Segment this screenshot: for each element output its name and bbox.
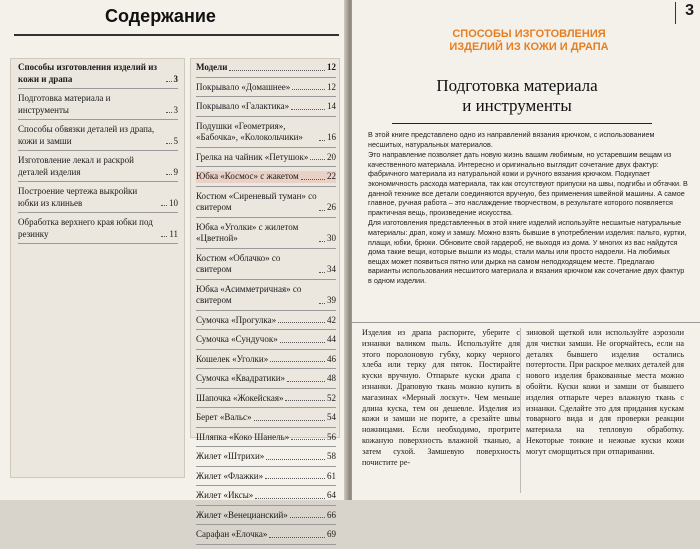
- toc-entry-page: 61: [327, 470, 336, 481]
- body-column-right: зиновой щеткой или используйте аэрозоли для чистки замши. Не огорчайтесь, если на деталях бывшего изделия остались потертости. При раскрое мелких деталей для нового изделия бракованные места можно обойти. Куски кожи и замши от бывшего изделия отпарьте через влажную ткань с изнанки. Сделайте это для придания кускам товарного вида и для проверки реакции материала на тепловую обработку. Некоторые тонкие и нежные куски кожи могут сморщиться при отпаривании.: [526, 328, 684, 456]
- toc-column-methods: [18, 62, 178, 248]
- toc-separator: [196, 368, 336, 369]
- toc-entry-label: Жилет «Штрихи»: [196, 451, 265, 461]
- toc-leader-dots: [290, 517, 325, 518]
- toc-entry-page: 46: [327, 353, 336, 364]
- toc-entry: [18, 93, 178, 116]
- toc-separator: [18, 119, 178, 120]
- toc-entry: [196, 393, 336, 405]
- toc-entry: [196, 171, 336, 183]
- toc-entry-label: Обработка верхнего края юбки под резинку: [18, 217, 153, 239]
- toc-entry-label: Сарафан «Елочка»: [196, 529, 268, 539]
- toc-entry-page: 42: [327, 314, 336, 325]
- toc-leader-dots: [269, 537, 325, 538]
- toc-entry-page: 22: [327, 171, 336, 181]
- toc-entry-page: 10: [169, 197, 178, 208]
- toc-separator: [196, 96, 336, 97]
- toc-leader-dots: [287, 381, 325, 382]
- toc-separator: [18, 243, 178, 244]
- column-middle-rule: [520, 328, 521, 493]
- intro-paragraph: В этой книге представлено одно из направлений вязания крючком, с использованием несшитых, натуральных материалов.: [368, 130, 655, 149]
- toc-entry-label: Подготовка материала и инструменты: [18, 93, 111, 115]
- toc-leader-dots: [319, 241, 325, 242]
- toc-entry-label: Изготовление лекал и раскрой деталей изделия: [18, 155, 134, 177]
- toc-entry: [18, 124, 178, 147]
- toc-entry-label: Шапочка «Жокейская»: [196, 392, 284, 403]
- toc-entry-label: Юбка «Космос» с жакетом: [196, 171, 299, 181]
- toc-leader-dots: [291, 109, 325, 110]
- toc-leader-dots: [254, 420, 325, 421]
- toc-entry-label: Покрывало «Домашнее»: [196, 81, 291, 92]
- toc-separator: [196, 248, 336, 249]
- toc-entry-page: 30: [327, 233, 336, 243]
- toc-entry: [196, 451, 336, 463]
- toc-entry: [196, 222, 336, 245]
- toc-entry-page: 3: [173, 104, 178, 115]
- title-rule: [14, 34, 339, 36]
- chapter-heading-line-2: и инструменты: [462, 96, 572, 115]
- toc-separator: [18, 212, 178, 213]
- toc-entry-page: 52: [327, 392, 336, 403]
- toc-separator: [196, 349, 336, 350]
- column-divider: [352, 322, 700, 323]
- toc-separator: [18, 88, 178, 89]
- toc-entry-page: 20: [327, 151, 336, 162]
- intro-paragraph: Для изготовления представленных в этой книге изделий используйте несшитые натуральные материалы: драп, кожу и замшу. Можно взять бывшие в употреблении изделия: пальто, куртки, плащи, юбки, брюки. Обновите свой гардероб, не выходя из дома. У многих из вас найдутся дома такие вещи, которые вышли из моды, стали малы или просто надоели. На любимых вещах может появиться пятно или дырка на самом неподходящем месте. Предлагаю варианты использования несшитого материала и вязания крючком как сочетание двух фактур в одном изделии.: [368, 218, 687, 285]
- toc-entry-label: Кошелек «Уголки»: [196, 353, 269, 364]
- section-title-line-1: СПОСОБЫ ИЗГОТОВЛЕНИЯ: [452, 28, 606, 40]
- toc-separator: [18, 181, 178, 182]
- toc-separator: [196, 329, 336, 330]
- toc-entry: [196, 412, 336, 424]
- intro-paragraph: Это направление позволяет дать новую жизнь вашим любимым, но устаревшим вещам из качественного материала. Интересно и оригинально выглядит сочетание двух фактур: фабричного материала из натуральной кожи и ручного вязания крючком. Подкупает экономичность расхода материала, так как отсутствуют припуски на швы, подгибы и обтачки. В данной технике все детали соединяются вручную, без применения швейной машины. А самое главное, ручная работа – это наслаждение творчеством, в результате которого появляется практичная вещь, произведение искусства.: [368, 150, 688, 217]
- toc-leader-dots: [229, 70, 325, 71]
- toc-entry-label: Юбка «Уголки» с жилетом «Цветной»: [196, 221, 299, 243]
- toc-entry-page: 14: [327, 101, 336, 111]
- toc-leader-dots: [280, 342, 325, 343]
- toc-leader-dots: [319, 140, 325, 141]
- toc-entry-label: Подушки «Геометрия», «Бабочка», «Колокольчики»: [196, 120, 303, 142]
- toc-entry: [196, 284, 336, 307]
- toc-entry: [196, 253, 336, 276]
- toc-separator: [196, 466, 336, 467]
- toc-entry: [196, 529, 336, 541]
- toc-entry-page: 69: [327, 529, 336, 539]
- toc-entry-page: 12: [327, 62, 336, 72]
- toc-entry-label: Жилет «Венецианский»: [196, 509, 288, 520]
- page-number: 3: [685, 2, 694, 19]
- toc-entry: [196, 510, 336, 522]
- toc-entry-page: 48: [327, 373, 336, 383]
- body-column-left: Изделия из драпа распорите, уберите с изнанки валиком пыль. Используйте для этого поролоновую губку, корку черного хлеба или терку для пяток. Постирайте куски вручную. Отпарьте куски драпа с изнанки. Драповую ткань можно купить в магазинах «Мерный лоскут». Чем меньше длина куска, тем он дешевле. Изделия из кожи и замши не порите, а срезайте швы ножницами. Если необходимо, протрите кожаную поверхность влажной тканью, а затем сухой. Замшевую поверхность почистите ре-: [362, 328, 520, 467]
- right-page: [352, 0, 700, 500]
- chapter-heading-line-1: Подготовка материала: [436, 76, 598, 95]
- toc-separator: [196, 524, 336, 525]
- toc-leader-dots: [161, 205, 167, 206]
- toc-entry-page: 66: [327, 509, 336, 520]
- toc-separator: [18, 150, 178, 151]
- toc-entry: [196, 82, 336, 94]
- toc-entry-label: Сумочка «Квадратики»: [196, 373, 286, 383]
- toc-entry: [196, 490, 336, 502]
- toc-leader-dots: [166, 112, 172, 113]
- toc-leader-dots: [319, 210, 325, 211]
- toc-entry-label: Берет «Вальс»: [196, 412, 252, 422]
- intro-text: [368, 130, 688, 287]
- toc-separator: [196, 388, 336, 389]
- toc-entry-page: 39: [327, 295, 336, 305]
- toc-entry: [196, 191, 336, 214]
- toc-leader-dots: [266, 459, 325, 460]
- toc-separator: [196, 427, 336, 428]
- toc-separator: [196, 310, 336, 311]
- toc-separator: [196, 279, 336, 280]
- toc-separator: [196, 166, 336, 167]
- toc-entry-label: Жилет «Иксы»: [196, 490, 254, 500]
- toc-leader-dots: [291, 439, 325, 440]
- toc-entry: [18, 155, 178, 178]
- toc-entry-label: Способы изготовления изделий из кожи и драпа: [18, 62, 158, 84]
- chapter-rule: [392, 123, 652, 124]
- toc-leader-dots: [292, 89, 325, 90]
- toc-entry-page: 58: [327, 451, 336, 461]
- toc-leader-dots: [166, 174, 172, 175]
- section-title: [424, 28, 634, 54]
- toc-entry: [196, 373, 336, 385]
- toc-entry-page: 44: [327, 334, 336, 344]
- page-number-rule: [675, 2, 676, 24]
- toc-entry: [196, 354, 336, 366]
- toc-leader-dots: [285, 400, 325, 401]
- toc-separator: [196, 147, 336, 148]
- toc-entry-label: Покрывало «Галактика»: [196, 101, 290, 111]
- toc-separator: [196, 407, 336, 408]
- toc-entry-page: 26: [327, 202, 336, 212]
- toc-leader-dots: [270, 361, 325, 362]
- toc-entry-page: 3: [173, 73, 178, 84]
- toc-entry-label: Модели: [196, 62, 228, 72]
- toc-entry-page: 34: [327, 264, 336, 274]
- left-page: [0, 0, 348, 539]
- toc-leader-dots: [161, 236, 167, 237]
- toc-entry-label: Жилет «Флажки»: [196, 470, 264, 481]
- toc-leader-dots: [319, 272, 325, 273]
- toc-entry: [196, 334, 336, 346]
- toc-entry: [18, 217, 178, 240]
- toc-entry: [18, 62, 178, 85]
- toc-entry-label: Костюм «Облачко» со свитером: [196, 252, 281, 274]
- toc-leader-dots: [301, 179, 325, 180]
- toc-entry-page: 9: [173, 166, 178, 177]
- toc-separator: [196, 544, 336, 545]
- toc-column-models: [196, 62, 336, 549]
- toc-title: Содержание: [105, 6, 216, 26]
- toc-entry: [196, 152, 336, 164]
- toc-entry-page: 64: [327, 490, 336, 500]
- toc-entry: [196, 471, 336, 483]
- toc-entry: [196, 101, 336, 113]
- toc-leader-dots: [166, 81, 172, 82]
- toc-entry-label: Способы обвязки деталей из драпа, кожи и замши: [18, 124, 155, 146]
- toc-entry-page: 54: [327, 412, 336, 422]
- toc-leader-dots: [310, 159, 325, 160]
- toc-leader-dots: [278, 322, 325, 323]
- toc-separator: [196, 116, 336, 117]
- toc-entry: [196, 121, 336, 144]
- toc-entry-page: 16: [327, 132, 336, 142]
- toc-entry-label: Сумочка «Сундучок»: [196, 334, 278, 344]
- toc-entry-label: Юбка «Асимметричная» со свитером: [196, 283, 302, 305]
- section-title-line-2: ИЗДЕЛИЙ ИЗ КОЖИ И ДРАПА: [449, 41, 609, 53]
- toc-separator: [196, 217, 336, 218]
- toc-entry-page: 56: [327, 431, 336, 442]
- toc-separator: [196, 186, 336, 187]
- toc-entry-page: 12: [327, 81, 336, 92]
- toc-leader-dots: [319, 303, 325, 304]
- toc-entry-label: Шляпка «Коко Шанель»: [196, 431, 290, 442]
- toc-entry-label: Костюм «Сиреневый туман» со свитером: [196, 190, 317, 212]
- toc-entry-page: 11: [169, 228, 178, 239]
- toc-separator: [196, 505, 336, 506]
- toc-leader-dots: [265, 478, 325, 479]
- chapter-heading: [382, 76, 652, 116]
- toc-separator: [196, 446, 336, 447]
- toc-entry: [196, 432, 336, 444]
- toc-entry-label: Построение чертежа выкройки юбки из клиньев: [18, 186, 138, 208]
- toc-leader-dots: [255, 498, 325, 499]
- toc-entry: [196, 315, 336, 327]
- toc-entry: [196, 62, 336, 74]
- toc-entry-page: 5: [173, 135, 178, 146]
- toc-separator: [196, 77, 336, 78]
- toc-entry: [18, 186, 178, 209]
- toc-leader-dots: [166, 143, 172, 144]
- toc-separator: [196, 485, 336, 486]
- toc-entry-label: Грелка на чайник «Петушок»: [196, 151, 309, 162]
- toc-entry-label: Сумочка «Прогулка»: [196, 314, 277, 325]
